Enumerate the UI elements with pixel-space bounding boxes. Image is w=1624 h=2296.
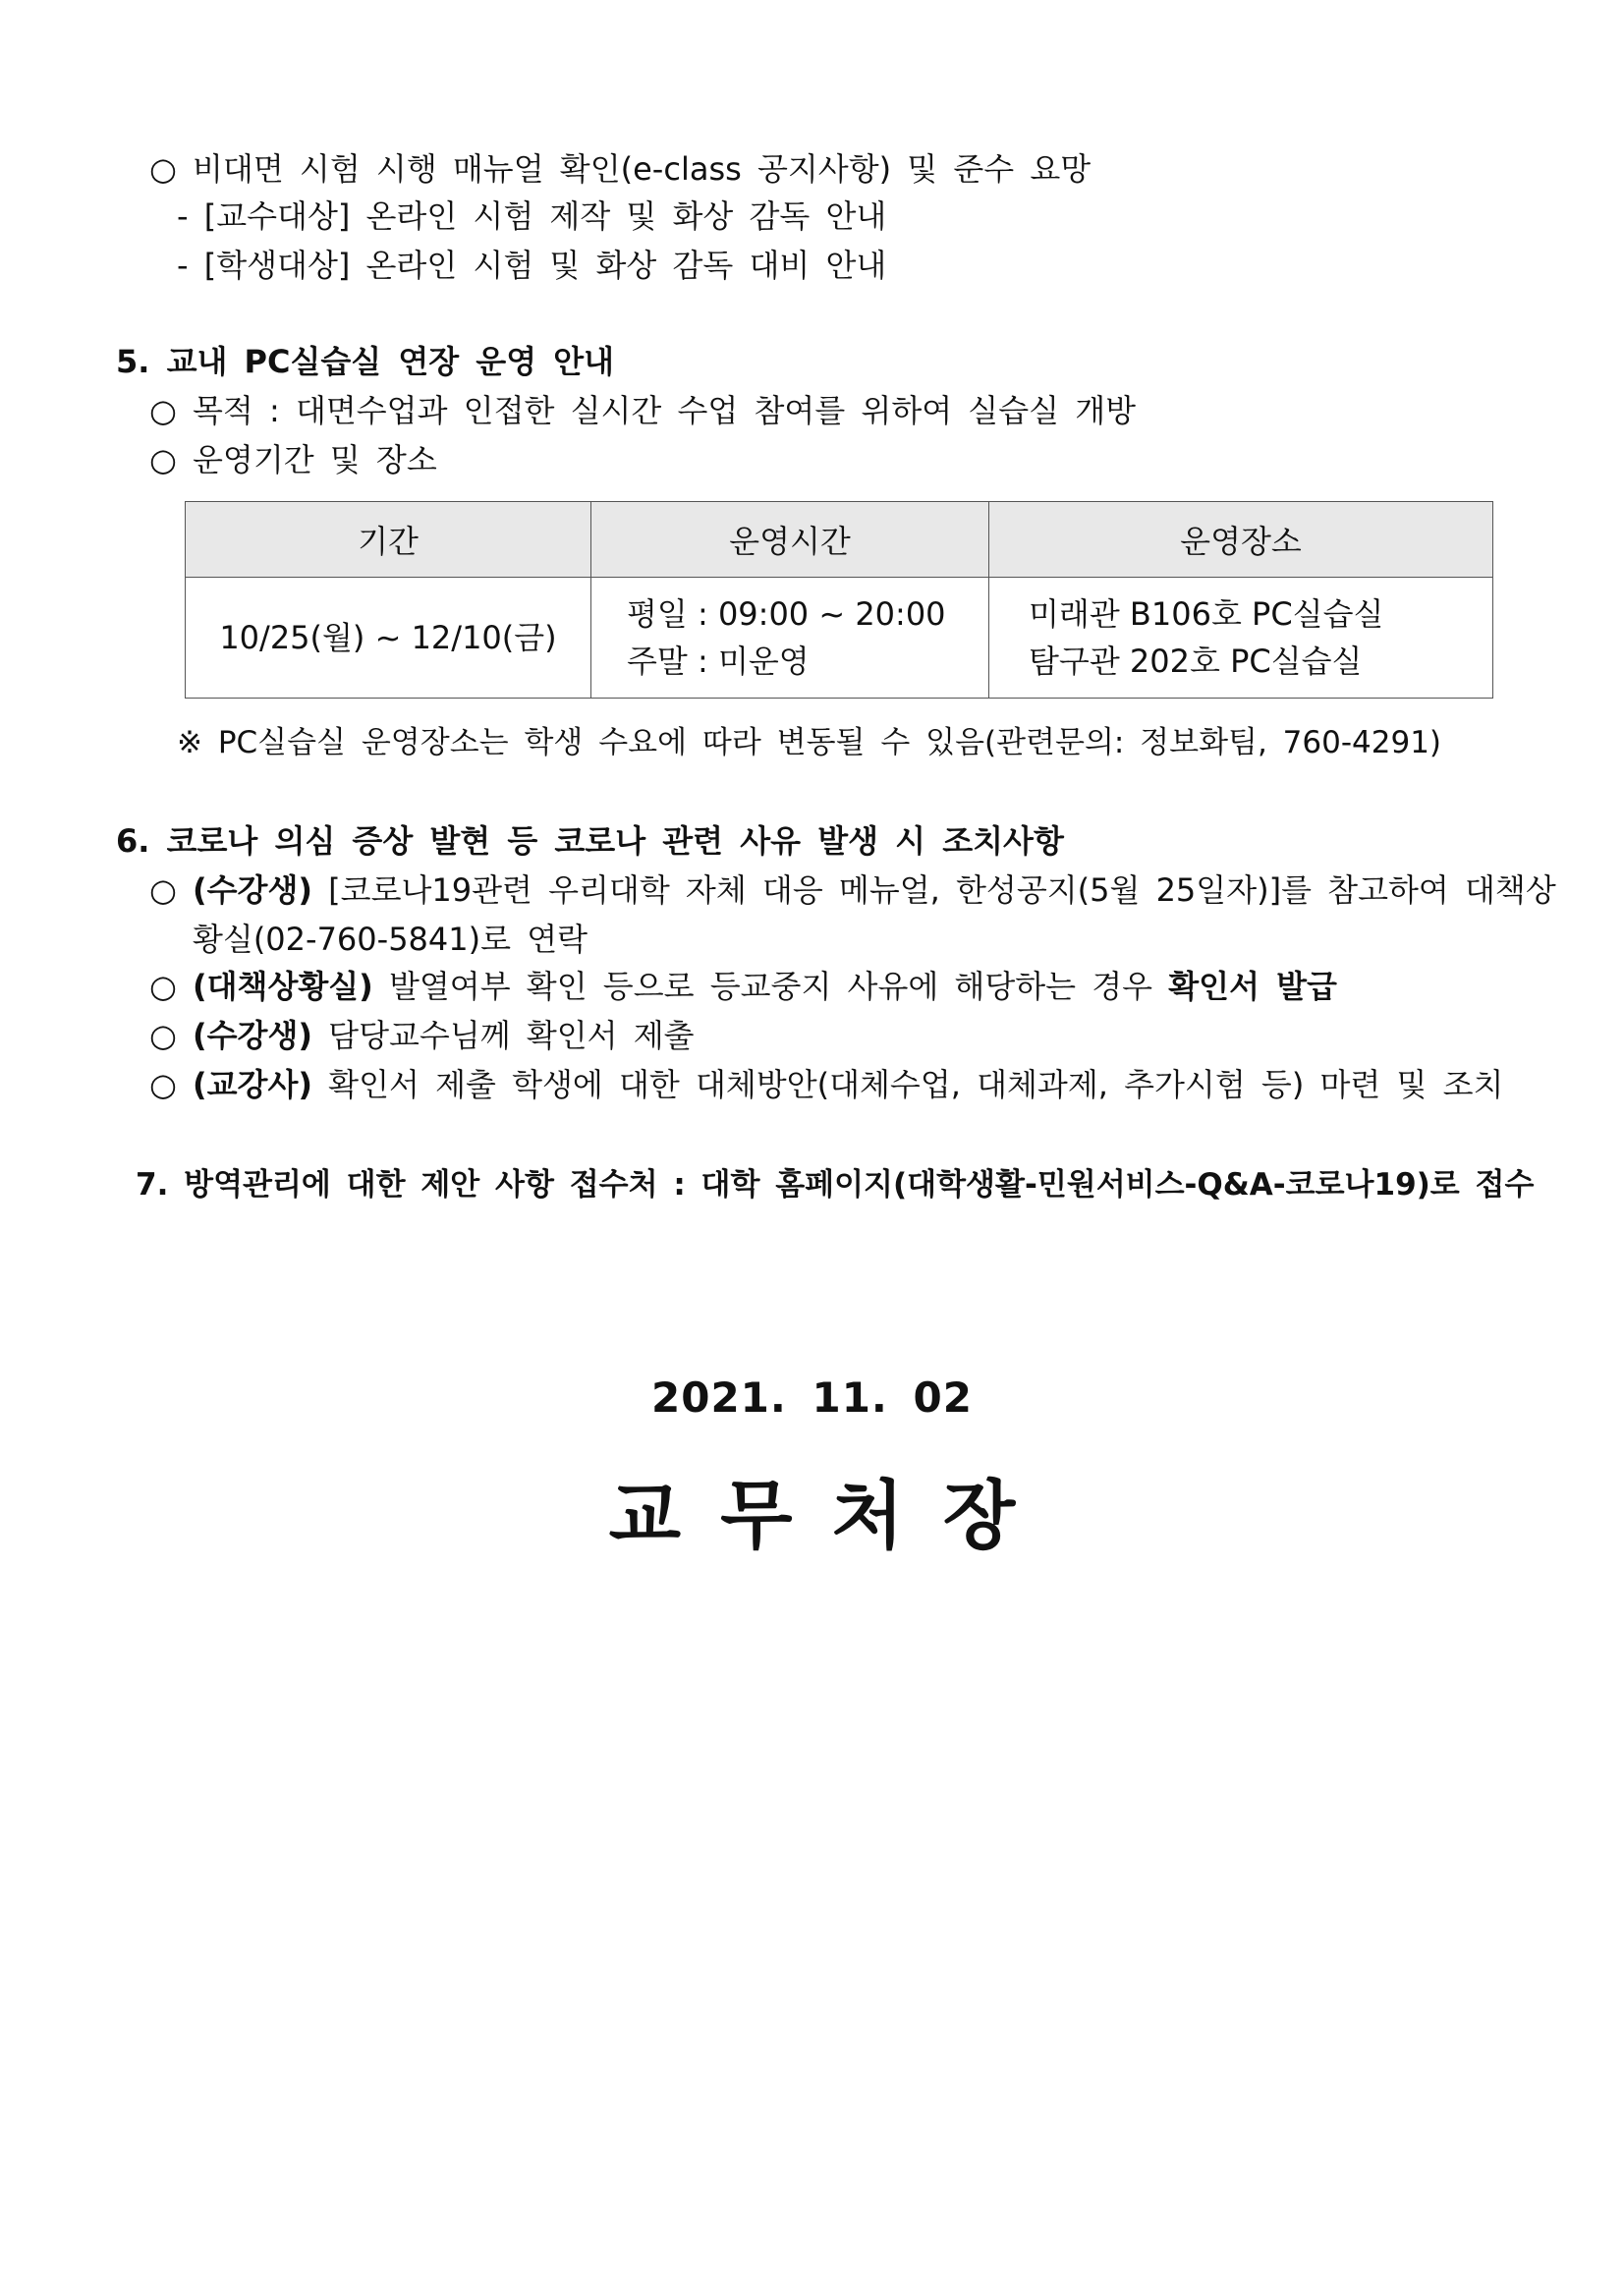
pc-lab-table xyxy=(185,501,1493,699)
item-tag: (교강사) xyxy=(193,1066,312,1103)
exam-manual-text: 비대면 시험 시행 매뉴얼 확인(e-class 공지사항) 및 준수 요망 xyxy=(193,150,1092,188)
section5-purpose-text: 목적 : 대면수업과 인접한 실시간 수업 참여를 위하여 실습실 개방 xyxy=(193,392,1137,429)
exam-sub-item-professor: - [교수대상] 온라인 시험 제작 및 화상 감독 안내 xyxy=(177,197,887,235)
item-tag: (수강생) xyxy=(193,871,312,909)
section5-period-text: 운영기간 및 장소 xyxy=(193,441,437,478)
circle-bullet-icon: ○ xyxy=(149,150,177,188)
document-date: 2021. 11. 02 xyxy=(651,1373,973,1422)
section6-item-1-cont: 황실(02-760-5841)로 연락 xyxy=(193,921,588,958)
section5-period-label xyxy=(149,440,437,479)
item-text: 발열여부 확인 등으로 등교중지 사유에 해당하는 경우 xyxy=(388,968,1153,1005)
circle-bullet-icon: ○ xyxy=(149,441,177,478)
hours-weekday: 평일 : 09:00 ~ 20:00 xyxy=(627,595,946,633)
item-text: 확인서 제출 학생에 대한 대체방안(대체수업, 대체과제, 추가시험 등) 마련 및 조치 xyxy=(328,1066,1504,1103)
section6-title: 6. 코로나 의심 증상 발현 등 코로나 관련 사유 발생 시 조치사항 xyxy=(116,822,1064,860)
section6-item-3 xyxy=(149,1016,695,1055)
cell-period: 10/25(월) ~ 12/10(금) xyxy=(186,578,591,699)
exam-sub-item-student: - [학생대상] 온라인 시험 및 화상 감독 대비 안내 xyxy=(177,247,887,284)
item-tag: (대책상황실) xyxy=(193,968,373,1005)
table-row xyxy=(186,578,1493,699)
item-bold-tail: 확인서 발급 xyxy=(1168,968,1337,1005)
item-text: 담당교수님께 확인서 제출 xyxy=(328,1017,695,1054)
header-period: 기간 xyxy=(186,502,591,578)
cell-place xyxy=(989,578,1493,699)
cell-hours xyxy=(591,578,989,699)
table-header-row xyxy=(186,502,1493,578)
section6-item-2 xyxy=(149,967,1337,1006)
section7-title: 7. 방역관리에 대한 제안 사항 접수처 : 대학 홈페이지(대학생활-민원서비스-Q&A-코로나19)로 접수 xyxy=(136,1167,1535,1203)
section5-purpose xyxy=(149,391,1136,430)
circle-bullet-icon: ○ xyxy=(149,871,177,909)
item-tag: (수강생) xyxy=(193,1017,312,1054)
circle-bullet-icon: ○ xyxy=(149,968,177,1005)
issuing-office: 교무처장 xyxy=(608,1472,1055,1559)
section6-item-1 xyxy=(149,870,1556,910)
item-text: [코로나19관련 우리대학 자체 대응 메뉴얼, 한성공지(5월 25일자)]를 참고하여 대책상 xyxy=(328,871,1556,909)
exam-manual-item xyxy=(149,149,1091,189)
hours-weekend: 주말 : 미운영 xyxy=(627,643,810,680)
section5-title: 5. 교내 PC실습실 연장 운영 안내 xyxy=(116,343,615,380)
circle-bullet-icon: ○ xyxy=(149,1017,177,1054)
place-1: 미래관 B106호 PC실습실 xyxy=(1029,595,1384,633)
header-place: 운영장소 xyxy=(989,502,1493,578)
header-hours: 운영시간 xyxy=(591,502,989,578)
circle-bullet-icon: ○ xyxy=(149,1066,177,1103)
circle-bullet-icon: ○ xyxy=(149,392,177,429)
section6-item-4 xyxy=(149,1065,1503,1104)
place-2: 탐구관 202호 PC실습실 xyxy=(1029,643,1363,680)
section5-note: ※ PC실습실 운영장소는 학생 수요에 따라 변동될 수 있음(관련문의: 정보화팀, 760-4291) xyxy=(177,725,1442,760)
